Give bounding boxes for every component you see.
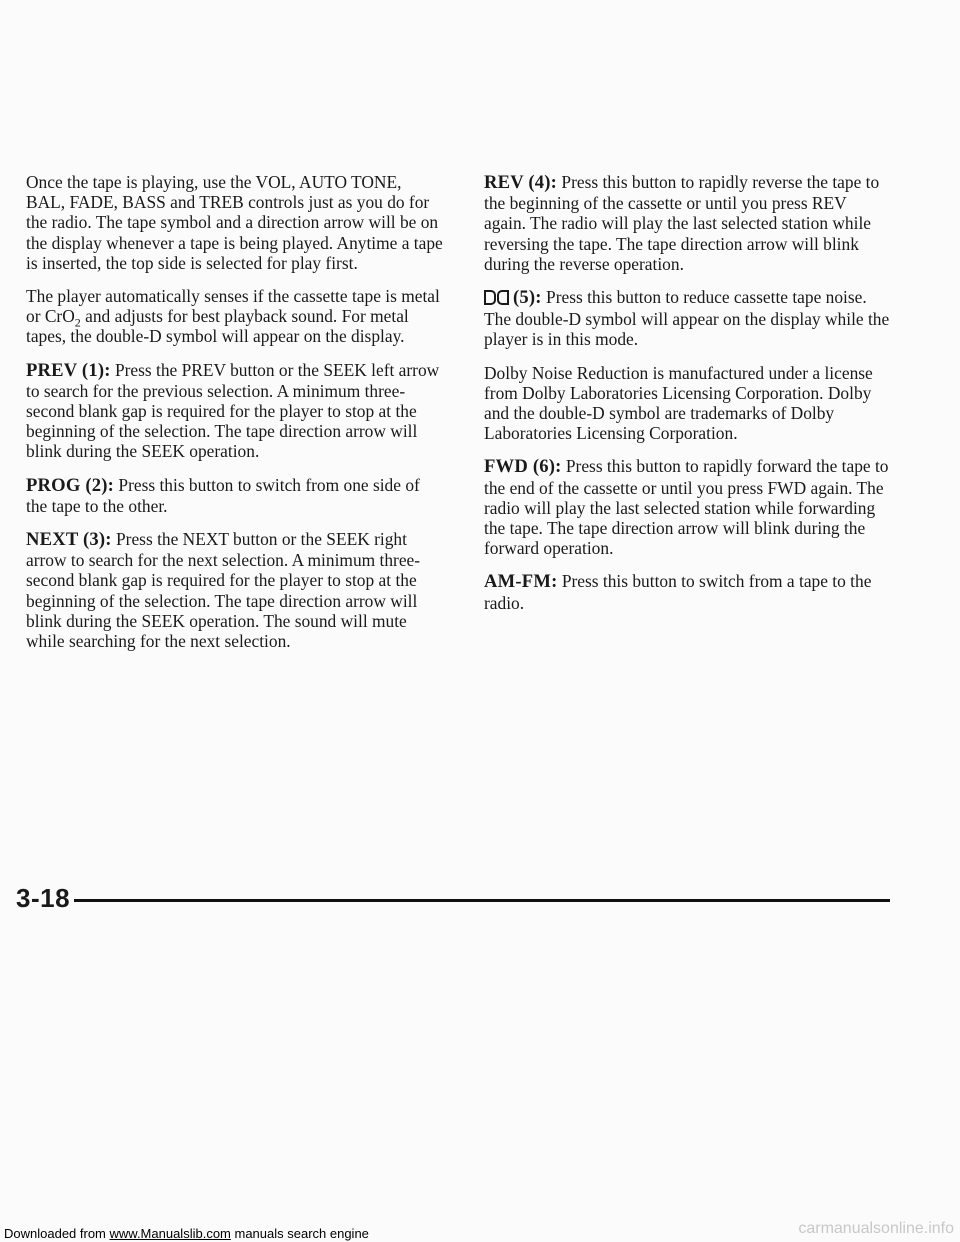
fwd-paragraph: FWD (6): Press this button to rapidly forward the tape to the end of the cassette or until you press FWD again. The radio will play the last selected station while forwarding the tape. The tape direction arrow will blink during the forward operation. (484, 456, 889, 559)
prev-term: PREV (1): (26, 359, 111, 381)
next-paragraph: NEXT (3): Press the NEXT button or the SEEK right arrow to search for the next selection. A minimum three-second blank gap is required for the player to stop at the beginning of the selection. The tape direction arrow will blink during the SEEK operation. The sound will mute while searching for the next selection. (26, 529, 421, 652)
dolby-trademark-paragraph: Dolby Noise Reduction is manufactured under a license from Dolby Laboratories Licensing Corporation. Dolby and the double-D symbol are trademarks of Dolby Laboratories Licensing Corporation. (484, 362, 873, 444)
next-term: NEXT (3): (26, 529, 112, 551)
tape-playing-paragraph: Once the tape is playing, use the VOL, AUTO TONE, BAL, FADE, BASS and TREB controls just as you do for the radio. The tape symbol and a direction arrow will be on the display whenever a tape is being played. Anytime a tape is inserted, the top side is selected for play first. (26, 172, 443, 273)
manualslib-link[interactable]: www.Manualslib.com (109, 1226, 231, 1241)
dolby-paragraph: (5): Press this button to reduce cassette tape noise. The double-D symbol will appear on the display while the player is in this mode. (484, 287, 890, 350)
left-column (26, 172, 444, 664)
amfm-paragraph: AM-FM: Press this button to switch from a tape to the radio. (484, 571, 872, 613)
dolby-term: (5): (513, 287, 542, 309)
right-column (484, 172, 890, 626)
download-footer: Downloaded from www.Manualslib.com manuals search engine (4, 1226, 369, 1241)
watermark: carmanualsonline.info (798, 1220, 954, 1237)
rev-paragraph: REV (4): Press this button to rapidly reverse the tape to the beginning of the cassette or until you press REV again. The radio will play the last selected station while reversing the tape. The tape direction arrow will blink during the reverse operation. (484, 172, 880, 274)
prev-paragraph: PREV (1): Press the PREV button or the SEEK left arrow to search for the previous selection. A minimum three-second blank gap is required for the player to stop at the beginning of the selection. The tape direction arrow will blink during the SEEK operation. (26, 359, 440, 462)
prog-paragraph: PROG (2): Press this button to switch from one side of the tape to the other. (26, 474, 420, 516)
amfm-term: AM-FM: (484, 571, 558, 593)
prog-term: PROG (2): (26, 474, 115, 496)
auto-sense-paragraph: The player automatically senses if the cassette tape is metal or CrO$_2$ and adjusts for best playback sound. For metal tapes, the double-D symbol will appear on the display. (26, 286, 440, 347)
page-number: 3-18 (16, 883, 71, 913)
double-d-icon (484, 289, 510, 309)
rev-term: REV (4): (484, 172, 558, 193)
fwd-term: FWD (6): (484, 456, 562, 478)
page-rule (74, 899, 890, 902)
